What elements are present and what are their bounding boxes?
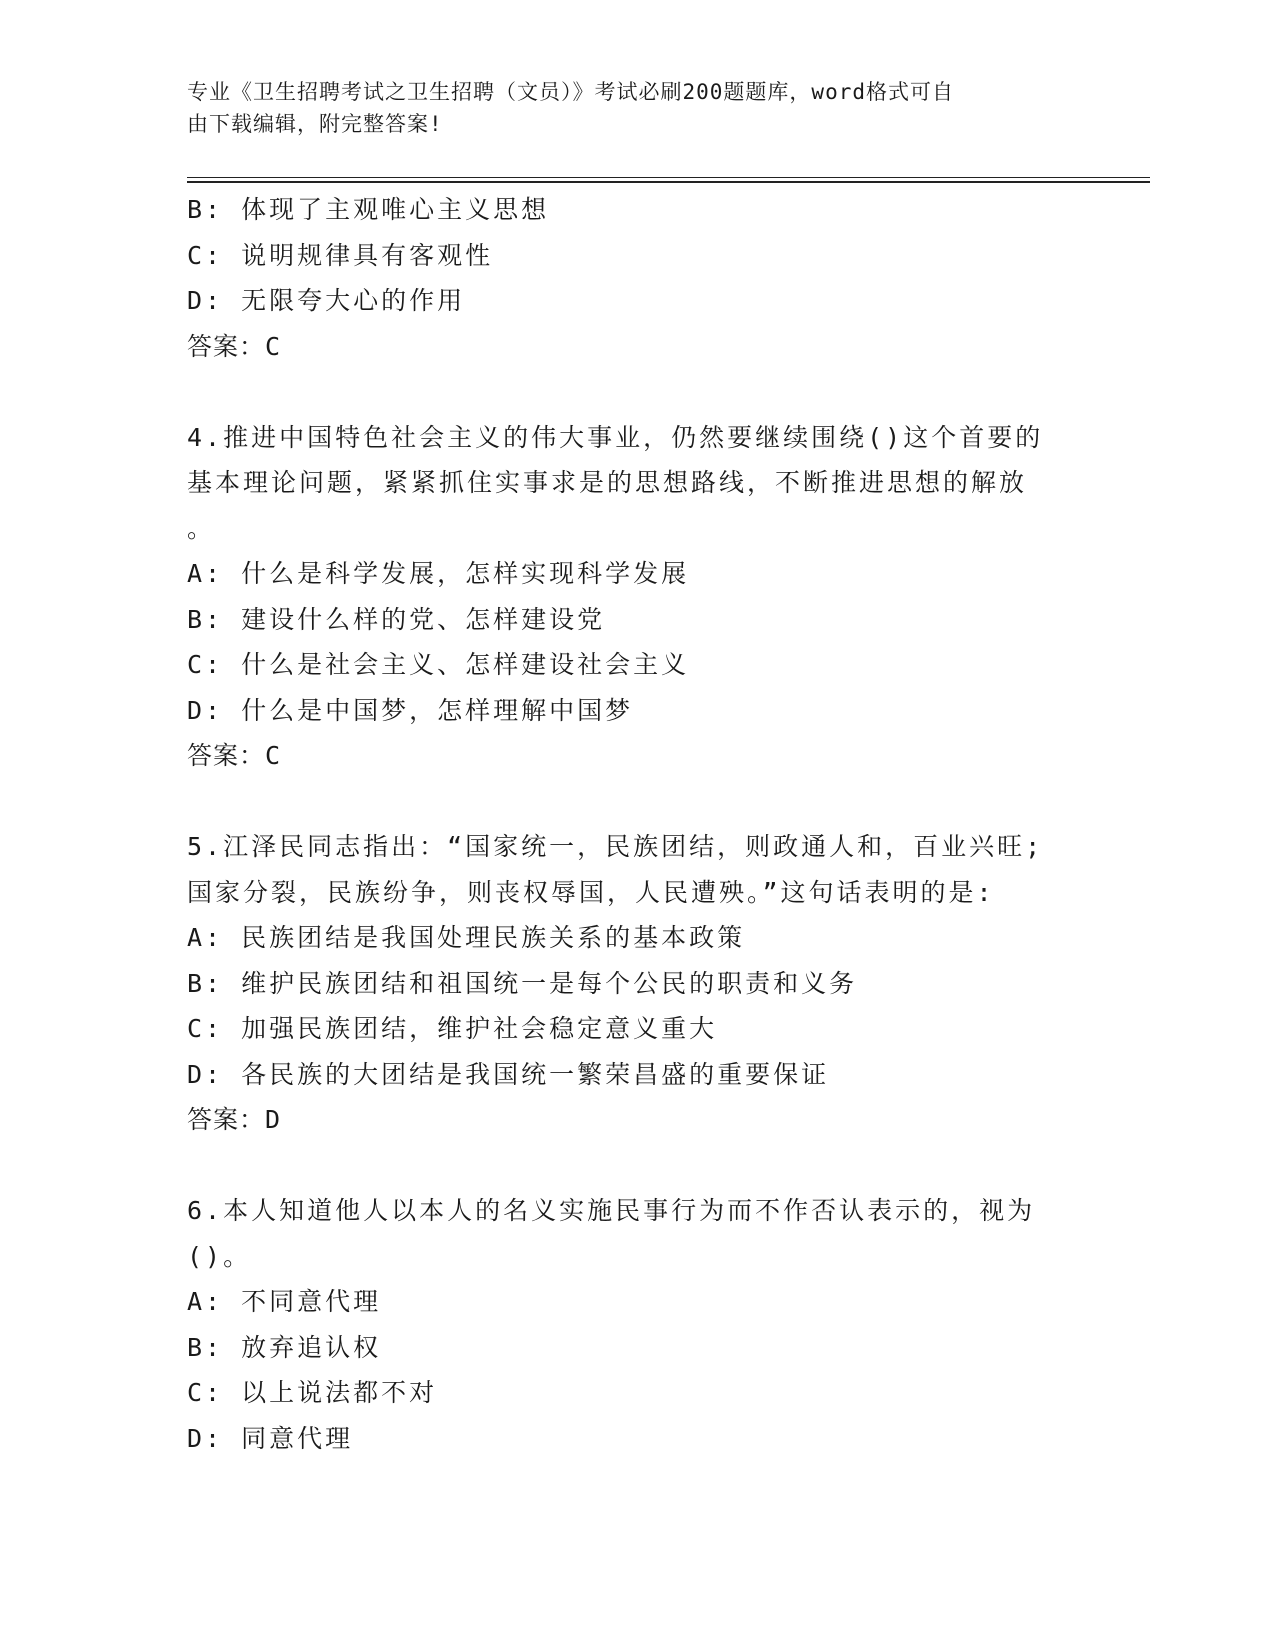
option-c: C: 什么是社会主义、怎样建设社会主义	[187, 650, 690, 679]
option-b: B: 放弃追认权	[187, 1332, 382, 1362]
option-c: C: 加强民族团结，维护社会稳定意义重大	[187, 1014, 718, 1043]
question-4	[187, 415, 1087, 779]
question-stem-line: 基本理论问题，紧紧抓住实事求是的思想路线，不断推进思想的解放	[187, 468, 1028, 497]
question-stem-line: 。	[187, 513, 216, 543]
header-line-2: 由下载编辑，附完整答案!	[187, 112, 443, 136]
option-d: D: 各民族的大团结是我国统一繁荣昌盛的重要保证	[187, 1059, 830, 1089]
option-d: D: 同意代理	[187, 1423, 354, 1453]
question-stem-line: 国家分裂，民族纷争，则丧权辱国，人民遭殃。”这句话表明的是:	[187, 877, 995, 907]
question-content	[187, 187, 1087, 1461]
option-d: D: 无限夸大心的作用	[187, 286, 466, 315]
question-stem-line: 6.本人知道他人以本人的名义实施民事行为而不作否认表示的，视为	[187, 1196, 1036, 1225]
option-b: B: 体现了主观唯心主义思想	[187, 195, 550, 224]
answer: 答案：C	[187, 331, 282, 361]
question-3-tail	[187, 187, 1087, 369]
option-c: C: 以上说法都不对	[187, 1378, 438, 1407]
option-b: B: 建设什么样的党、怎样建设党	[187, 604, 606, 634]
header-rule-thin	[187, 177, 1150, 178]
option-b: B: 维护民族团结和祖国统一是每个公民的职责和义务	[187, 968, 858, 998]
answer: 答案：D	[187, 1105, 282, 1134]
option-a: A: 民族团结是我国处理民族关系的基本政策	[187, 923, 746, 952]
option-d: D: 什么是中国梦，怎样理解中国梦	[187, 695, 634, 725]
question-stem-line: 5.江泽民同志指出：“国家统一，民族团结，则政通人和，百业兴旺;	[187, 832, 1044, 861]
header-rule-thick	[187, 181, 1150, 183]
question-stem-line: ()。	[187, 1241, 252, 1271]
option-a: A: 不同意代理	[187, 1287, 382, 1316]
question-stem-line: 4.推进中国特色社会主义的伟大事业，仍然要继续围绕()这个首要的	[187, 422, 1044, 452]
page-header	[187, 76, 1067, 140]
header-line-1: 专业《卫生招聘考试之卫生招聘（文员）》考试必刷200题题库，word格式可自	[187, 80, 954, 104]
answer: 答案：C	[187, 741, 282, 770]
option-a: A: 什么是科学发展，怎样实现科学发展	[187, 559, 690, 588]
question-6	[187, 1188, 1087, 1461]
question-5	[187, 824, 1087, 1143]
option-c: C: 说明规律具有客观性	[187, 240, 494, 270]
